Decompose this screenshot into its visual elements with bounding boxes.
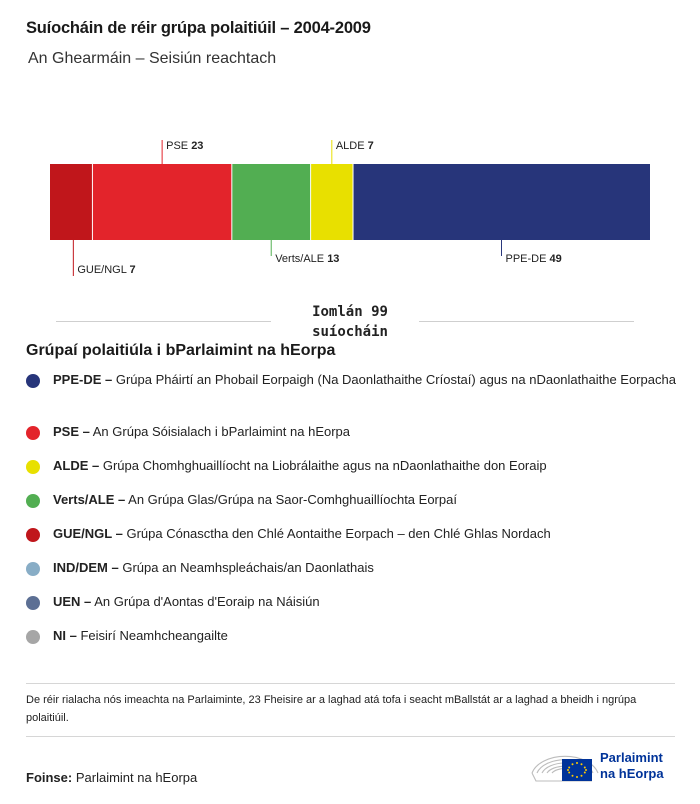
legend-description: An Grúpa d'Aontas d'Eoraip na Náisiún	[91, 594, 320, 609]
footer-divider-top	[26, 683, 675, 684]
legend-abbreviation: Verts/ALE –	[53, 492, 126, 507]
legend-item	[26, 457, 693, 475]
bar-segment-alde	[311, 164, 353, 240]
segment-label-alde: ALDE 7	[335, 140, 374, 152]
legend-item	[26, 525, 693, 543]
logo-line-2: na hEorpa	[600, 766, 664, 781]
legend-title: Grúpaí polaitiúla i bParlaimint na hEorpa	[26, 342, 336, 359]
legend-description: Grúpa Chomhghuaillíocht na Liobrálaithe agus na nDaonlathaithe don Eoraip	[99, 458, 547, 473]
legend-item	[26, 593, 693, 611]
source-line	[26, 770, 197, 785]
legend-abbreviation: PPE-DE –	[53, 372, 113, 387]
segment-label-gue-ngl: GUE/NGL 7	[77, 264, 136, 276]
legend-description: Grúpa Pháirtí an Phobail Eorpaigh (Na Daonlathaithe Críostaí) agus na nDaonlathaithe Eorpacha	[112, 372, 676, 387]
seat-stacked-bar-chart	[0, 130, 700, 290]
total-divider-right	[419, 321, 634, 322]
legend-description: An Grúpa Glas/Grúpa na Saor-Comhghuaillíochta Eorpaí	[125, 492, 457, 507]
legend-swatch-icon	[26, 374, 40, 388]
logo-wordmark	[600, 750, 664, 782]
legend-description: Grúpa an Neamhspleáchais/an Daonlathais	[118, 560, 374, 575]
legend-abbreviation: UEN –	[53, 594, 92, 609]
total-seats-label: Iomlán 99 suíocháin	[312, 304, 388, 340]
legend-swatch-icon	[26, 494, 40, 508]
legend-item	[26, 371, 693, 389]
legend-abbreviation: ALDE –	[53, 458, 100, 473]
legend-swatch-icon	[26, 596, 40, 610]
bar-segment-pse	[92, 164, 231, 240]
legend-description: Feisirí Neamhcheangailte	[76, 628, 228, 643]
bar-segment-verts-ale	[232, 164, 311, 240]
legend-item	[26, 559, 693, 577]
source-value: Parlaimint na hEorpa	[72, 770, 198, 785]
legend-abbreviation: NI –	[53, 628, 77, 643]
legend-abbreviation: PSE –	[53, 424, 90, 439]
chart-subtitle: An Ghearmáin – Seisiún reachtach	[28, 50, 277, 67]
source-label: Foinse:	[26, 770, 73, 785]
legend-item	[26, 423, 693, 441]
rules-note: De réir rialacha nós imeachta na Parlaiminte, 23 Fheisire ar a laghad atá tofa i seacht mBallstát ar a laghad a bheidh i ngrúpa polaitiúil.	[26, 694, 637, 724]
legend-item	[26, 491, 693, 509]
total-divider-left	[56, 321, 271, 322]
legend-description: Grúpa Cónasctha den Chlé Aontaithe Eorpach – den Chlé Ghlas Nordach	[122, 526, 551, 541]
legend-swatch-icon	[26, 630, 40, 644]
legend-swatch-icon	[26, 426, 40, 440]
legend-abbreviation: IND/DEM –	[53, 560, 119, 575]
logo-line-1: Parlaimint	[600, 750, 663, 765]
footer-divider-bottom	[26, 736, 675, 737]
segment-label-pse: PSE 23	[166, 140, 204, 152]
legend-swatch-icon	[26, 460, 40, 474]
chart-title: Suíocháin de réir grúpa polaitiúil – 2004-2009	[26, 19, 371, 37]
segment-label-verts-ale: Verts/ALE 13	[275, 253, 340, 265]
legend-swatch-icon	[26, 528, 40, 542]
legend-item	[26, 627, 693, 645]
legend-abbreviation: GUE/NGL –	[53, 526, 123, 541]
legend-swatch-icon	[26, 562, 40, 576]
bar-segment-ppe-de	[353, 164, 650, 240]
bar-segment-gue-ngl	[50, 164, 92, 240]
segment-label-ppe-de: PPE-DE 49	[505, 253, 562, 265]
legend-description: An Grúpa Sóisialach i bParlaimint na hEorpa	[89, 424, 351, 439]
